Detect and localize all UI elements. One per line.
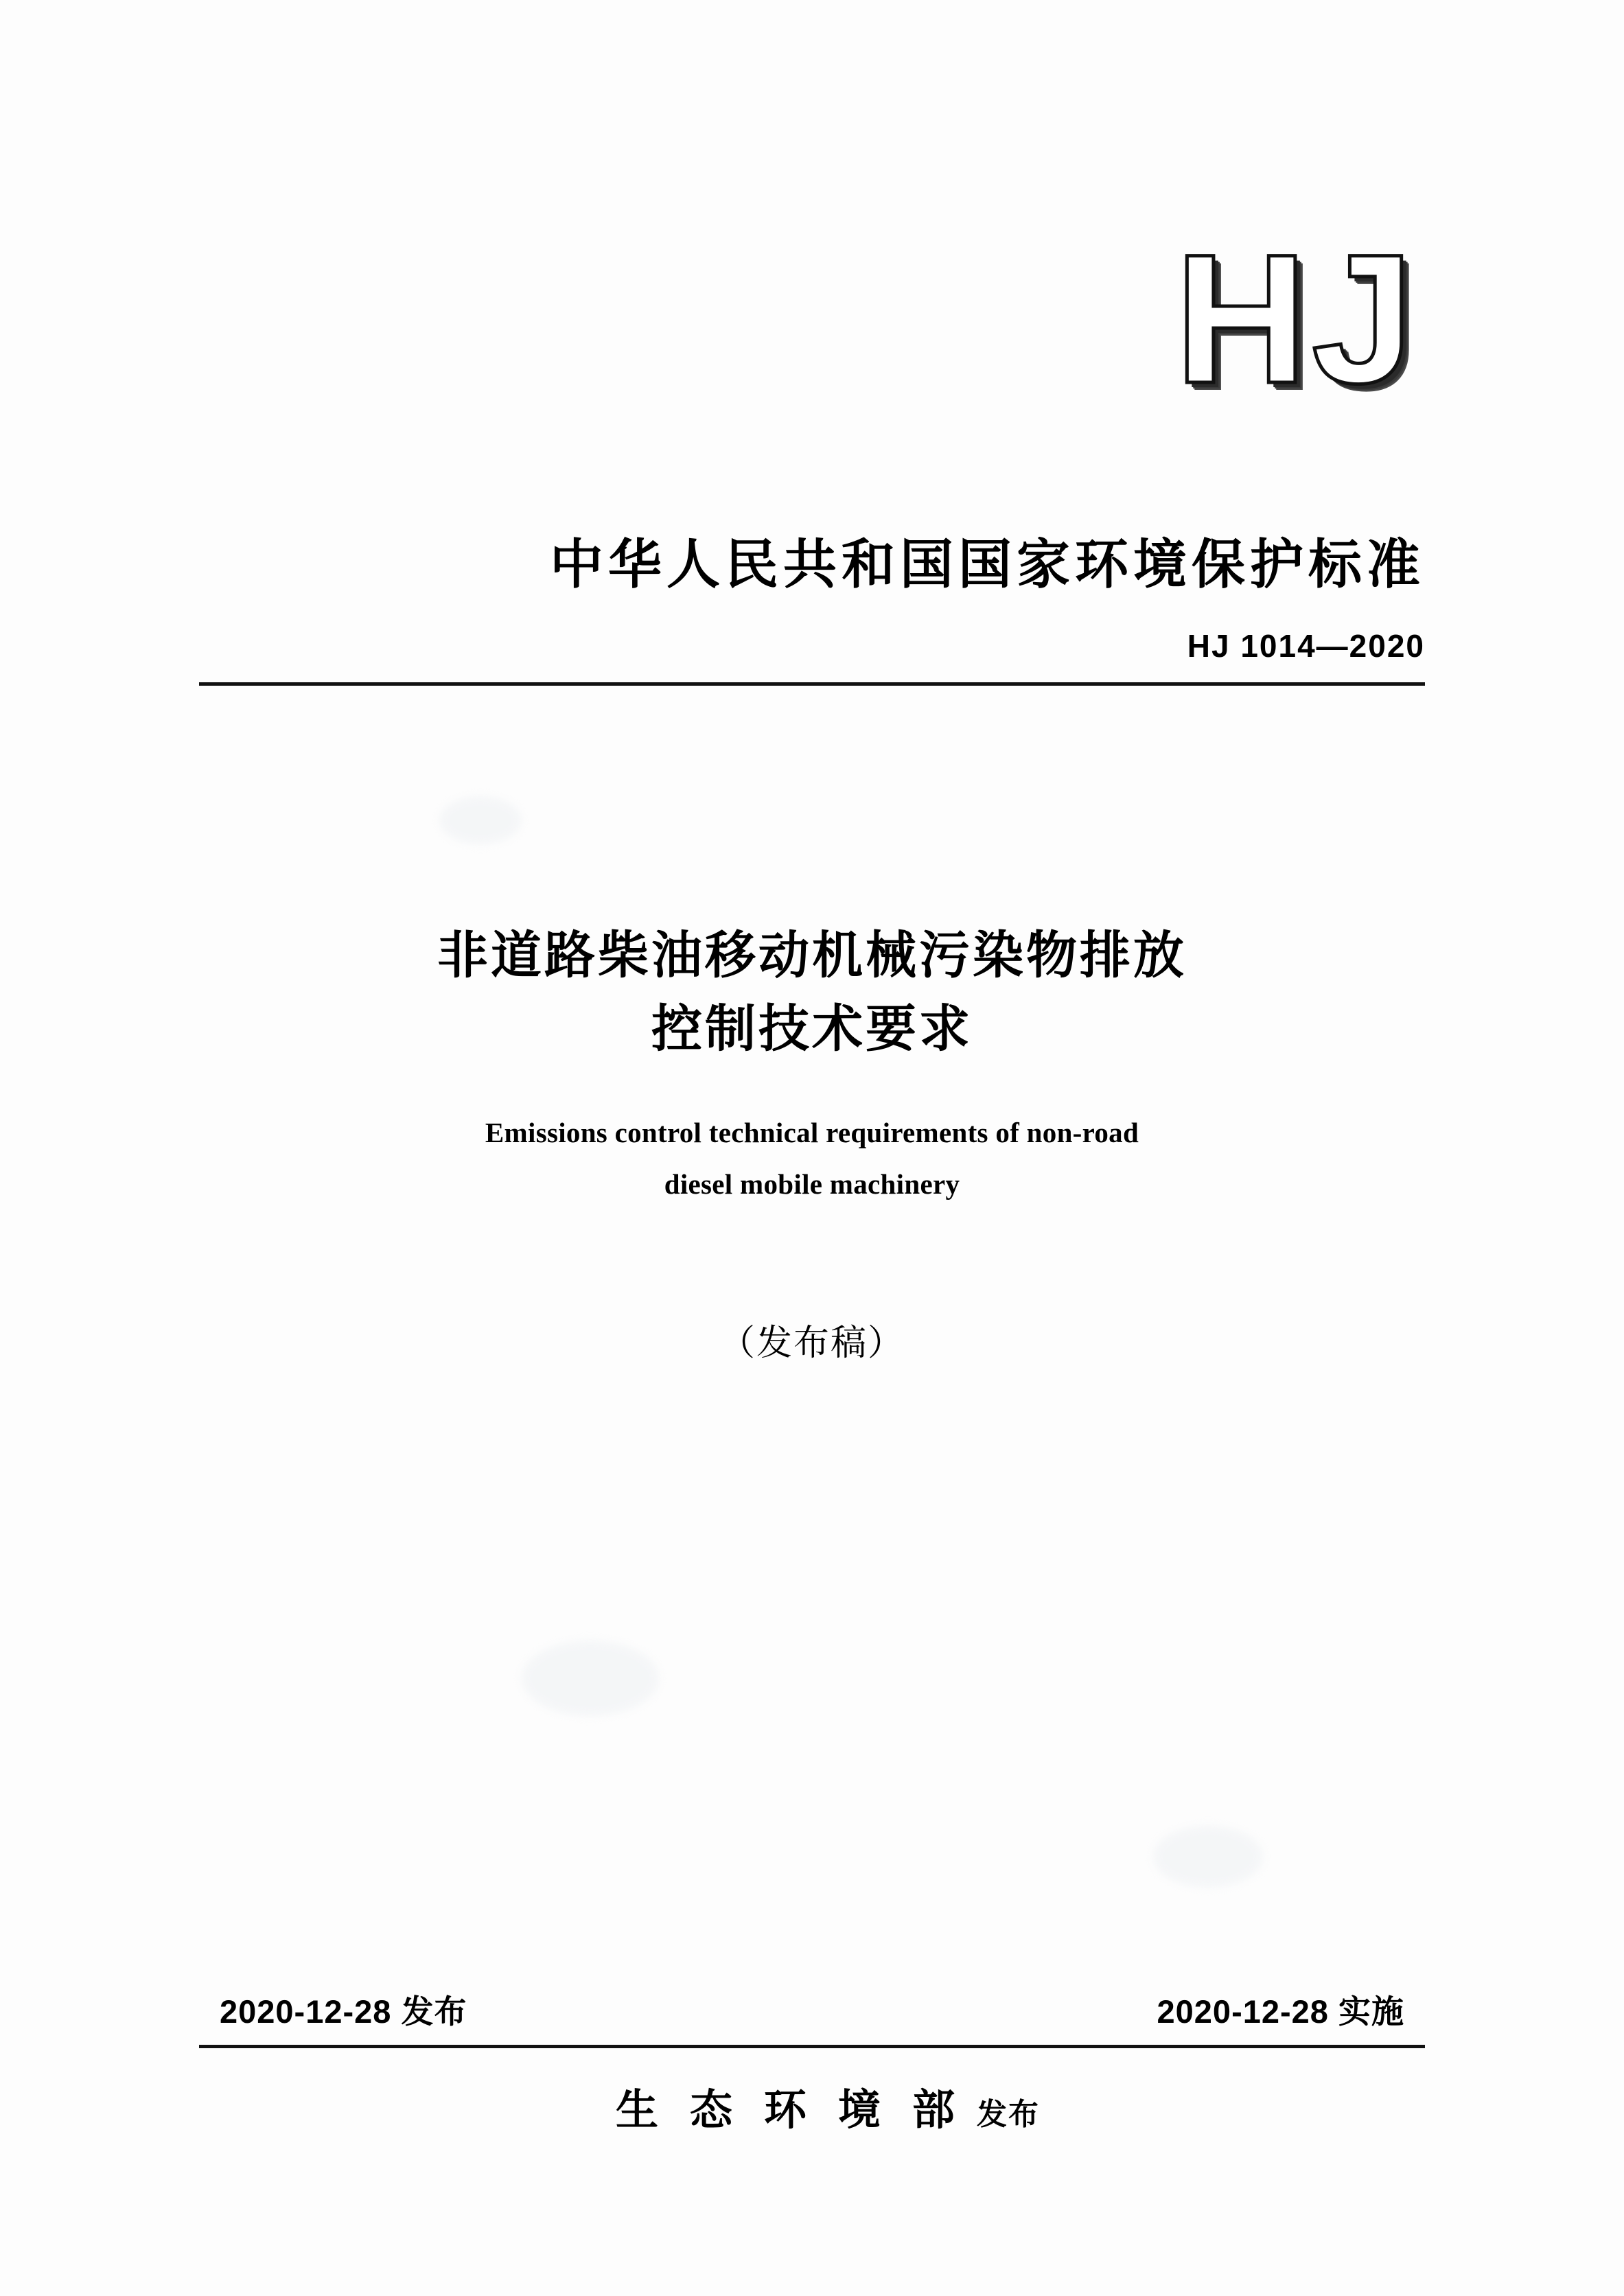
title-english-line-2: diesel mobile machinery (664, 1168, 960, 1201)
paper-smudge (522, 1640, 659, 1716)
issuer-row (199, 2076, 1425, 2137)
document-header (199, 522, 1425, 686)
title-chinese-line-2: 控制技术要求 (651, 1001, 973, 1058)
paper-smudge (1153, 1826, 1263, 1888)
paper-smudge (439, 796, 522, 844)
draft-status-mark: （发布稿） (719, 1324, 905, 1364)
hj-standard-logo: HJ (1174, 216, 1418, 421)
title-chinese-line-1: 非道路柴油移动机械污染物排放 (437, 928, 1187, 984)
footer-divider (199, 2045, 1425, 2048)
effective-date: 2020-12-28 实施 (1157, 1993, 1404, 2030)
issue-date: 2020-12-28 发布 (220, 1993, 467, 2030)
document-footer (199, 1986, 1425, 2137)
document-title-block (199, 920, 1425, 1365)
dates-row (199, 1986, 1425, 2045)
national-standard-title: 中华人民共和国国家环境保护标准 (549, 535, 1425, 594)
title-english-line-1: Emissions control technical requirements of non-road (485, 1116, 1139, 1148)
standard-number: HJ 1014—2020 (1187, 628, 1425, 664)
header-divider (199, 682, 1425, 686)
issuer-name: 生态环境部 (615, 2087, 986, 2134)
issuer-verb: 发布 (977, 2098, 1040, 2131)
